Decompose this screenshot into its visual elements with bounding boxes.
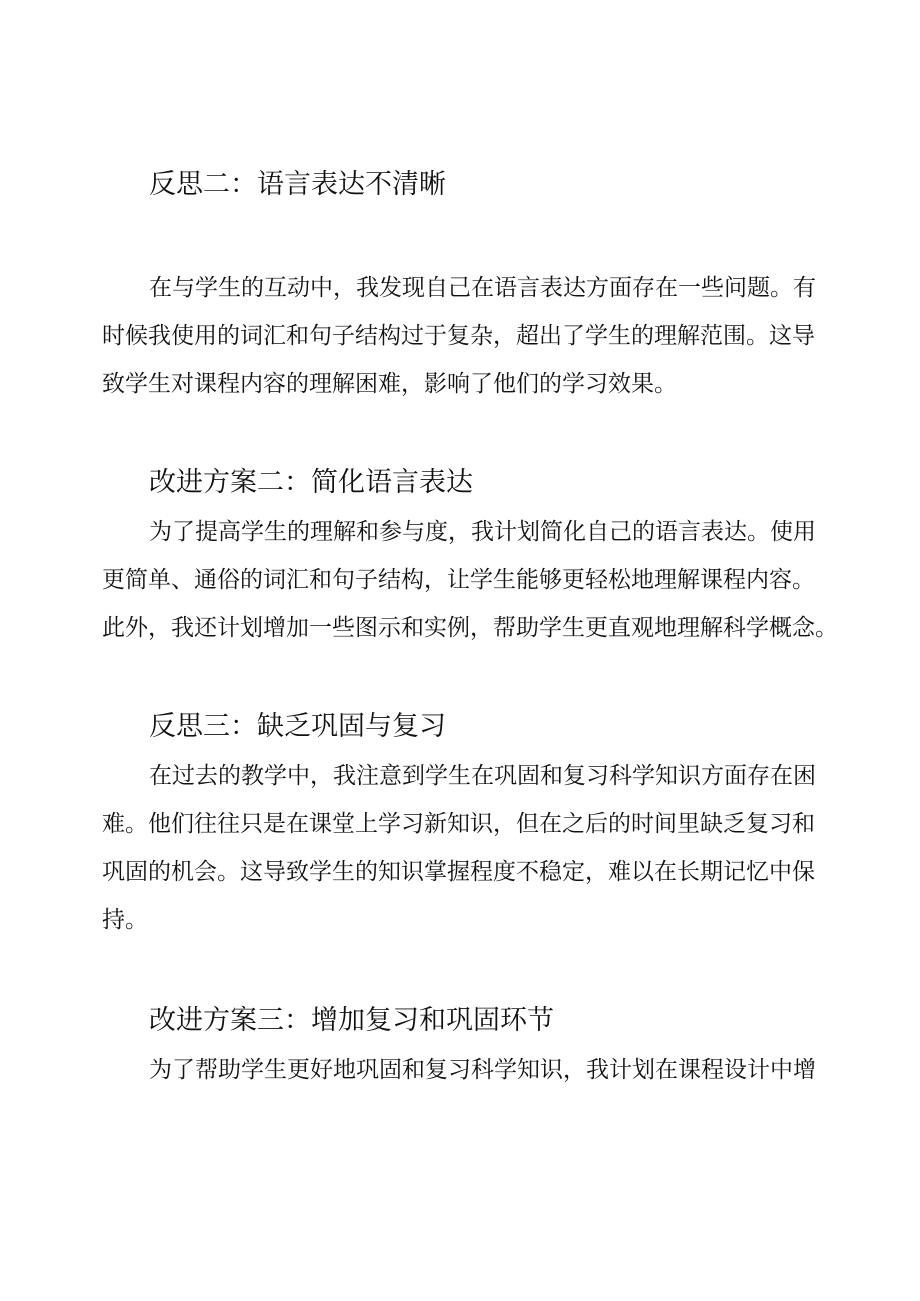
paragraph-line: 时候我使用的词汇和句子结构过于复杂，超出了学生的理解范围。这导 bbox=[102, 323, 815, 349]
paragraph-line: 在与学生的互动中，我发现自己在语言表达方面存在一些问题。有 bbox=[149, 275, 816, 301]
section-paragraph-reflection-3 bbox=[102, 752, 829, 944]
section-heading-reflection-3: 反思三：缺乏巩固与复习 bbox=[149, 711, 446, 742]
paragraph-line: 更简单、通俗的词汇和句子结构，让学生能够更轻松地理解课程内容。 bbox=[102, 567, 815, 593]
paragraph-line: 在过去的教学中，我注意到学生在巩固和复习科学知识方面存在困 bbox=[149, 763, 816, 789]
section-paragraph-improvement-3 bbox=[149, 1046, 829, 1094]
section-heading-improvement-3: 改进方案三：增加复习和巩固环节 bbox=[149, 1005, 554, 1036]
section-paragraph-improvement-2 bbox=[102, 508, 838, 652]
section-paragraph-reflection-2 bbox=[102, 264, 829, 408]
paragraph-line: 难。他们往往只是在课堂上学习新知识，但在之后的时间里缺乏复习和 bbox=[102, 811, 815, 837]
section-heading-improvement-2: 改进方案二：简化语言表达 bbox=[149, 467, 473, 498]
paragraph-line: 此外，我还计划增加一些图示和实例，帮助学生更直观地理解科学概念。 bbox=[102, 615, 838, 641]
section-heading-reflection-2: 反思二：语言表达不清晰 bbox=[149, 169, 446, 200]
paragraph-line: 为了提高学生的理解和参与度，我计划简化自己的语言表达。使用 bbox=[149, 519, 816, 545]
paragraph-line: 持。 bbox=[102, 907, 148, 933]
paragraph-line: 致学生对课程内容的理解困难，影响了他们的学习效果。 bbox=[102, 371, 677, 397]
paragraph-line: 为了帮助学生更好地巩固和复习科学知识，我计划在课程设计中增 bbox=[149, 1057, 816, 1083]
paragraph-line: 巩固的机会。这导致学生的知识掌握程度不稳定，难以在长期记忆中保 bbox=[102, 859, 815, 885]
